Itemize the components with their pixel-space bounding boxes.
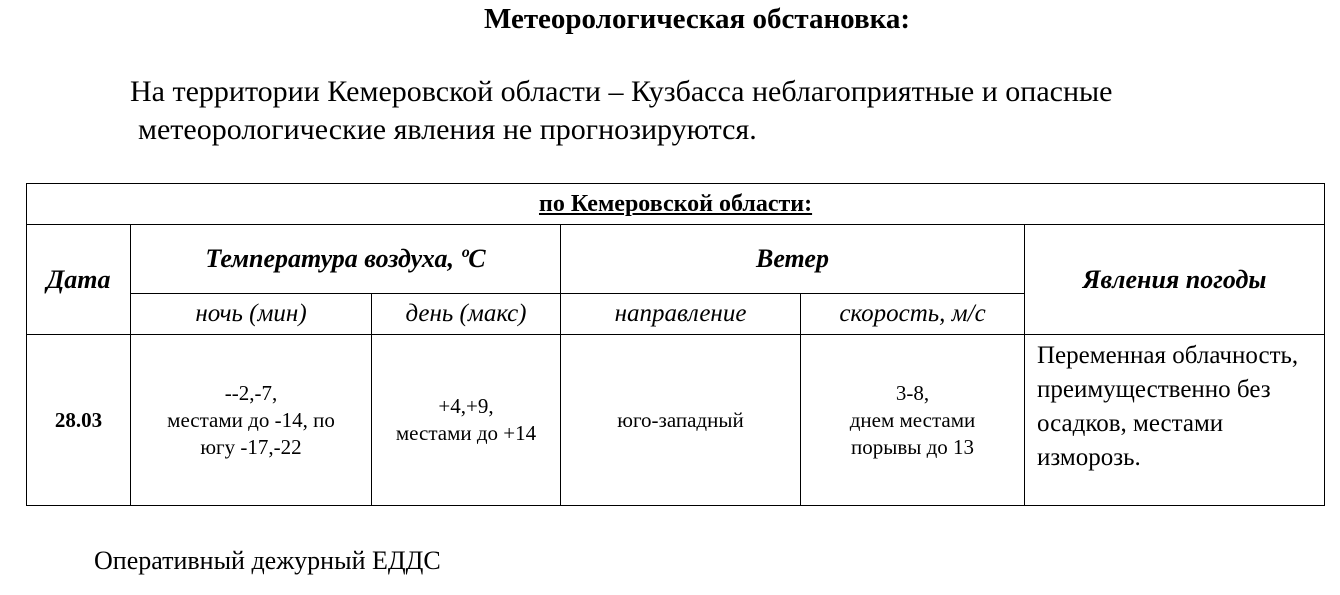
date-cell: 28.03 <box>27 335 131 506</box>
wind-direction-cell: юго-западный <box>561 335 801 506</box>
weather-phenomena-cell: Переменная облачность, преимущественно без осадков, местами изморозь. <box>1025 335 1325 506</box>
night-temperature-line: югу -17,-22 <box>200 434 302 459</box>
day-temperature-line: +4,+9, <box>438 394 494 418</box>
region-header: по Кемеровской области: <box>27 184 1325 225</box>
intro-line-2: метеорологические явления не прогнозируются. <box>138 113 757 146</box>
wind-speed-line: днем местами <box>849 407 976 432</box>
night-temperature-line: местами до -14, по <box>167 407 335 432</box>
phenomena-header: Явления погоды <box>1025 225 1325 335</box>
night-temperature-cell <box>131 335 372 506</box>
night-temperature-line: --2,-7, <box>224 380 278 405</box>
day-temperature-cell <box>372 335 561 506</box>
table-row <box>27 335 1325 506</box>
footer-duty-officer: Оперативный дежурный ЕДДС <box>94 546 441 575</box>
night-header: ночь (мин) <box>131 294 372 335</box>
document-title: Метеорологическая обстановка: <box>483 3 911 35</box>
speed-header: скорость, м/с <box>801 294 1025 335</box>
day-header: день (макс) <box>372 294 561 335</box>
wind-speed-line: 3-8, <box>895 380 930 405</box>
temperature-header: Температура воздуха, ºС <box>131 225 561 294</box>
wind-speed-cell <box>801 335 1025 506</box>
wind-speed-line: порывы до 13 <box>850 434 975 459</box>
forecast-table <box>26 183 1325 506</box>
intro-line-1: На территории Кемеровской области – Кузбасса неблагоприятные и опасные <box>130 75 1113 108</box>
day-temperature-line: местами до +14 <box>395 421 537 445</box>
intro-paragraph <box>130 73 1320 149</box>
date-header: Дата <box>27 225 131 335</box>
direction-header: направление <box>561 294 801 335</box>
wind-header: Ветер <box>561 225 1025 294</box>
